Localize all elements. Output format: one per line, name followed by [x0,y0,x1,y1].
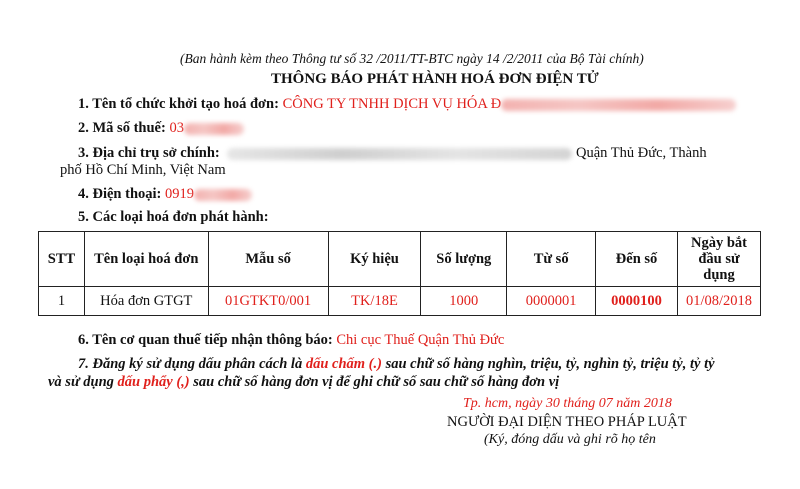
separator-comma: dấu phẩy (,) [117,374,190,390]
org-row [78,96,736,113]
address-tail: Quận Thủ Đức, Thành [576,145,707,161]
types-label: 5. Các loại hoá đơn phát hành: [78,209,269,225]
cell-stt: 1 [39,287,85,316]
document-title: THÔNG BÁO PHÁT HÀNH HOÁ ĐƠN ĐIỆN TỬ [271,71,599,87]
tax-value: 03 [169,120,184,136]
signature-title: NGƯỜI ĐẠI DIỆN THEO PHÁP LUẬT [447,414,687,430]
cell-symbol: TK/18E [328,287,421,316]
table-row [39,287,761,316]
separator-row-2 [48,374,559,391]
table-header-row [39,232,761,287]
cell-to: 0000100 [596,287,678,316]
address-line2: phố Hồ Chí Minh, Việt Nam [60,162,226,178]
col-start-line3: dụng [703,267,735,283]
address-row [78,145,707,162]
col-start-line2: đầu sử [698,251,740,267]
col-start [677,232,760,287]
tax-row [78,120,244,137]
col-to: Đến số [596,232,678,287]
tax-label: 2. Mã số thuế: [78,120,166,136]
tax-office-value: Chi cục Thuế Quận Thủ Đức [336,332,505,348]
col-qty: Số lượng [421,232,507,287]
org-label: 1. Tên tổ chức khởi tạo hoá đơn: [78,96,279,112]
col-from: Từ số [507,232,596,287]
cell-form: 01GTKT0/001 [208,287,328,316]
cell-from: 0000001 [507,287,596,316]
col-name: Tên loại hoá đơn [84,232,208,287]
invoice-table [38,231,761,316]
col-form: Mẫu số [208,232,328,287]
separator-dot: dấu chấm (.) [305,356,382,372]
cell-qty: 1000 [421,287,507,316]
separator-text-3: và sử dụng [48,374,114,390]
separator-row-1 [78,356,715,373]
col-start-line1: Ngày bắt [690,235,747,251]
cell-start: 01/08/2018 [677,287,760,316]
redacted-phone [194,189,252,201]
redacted-address [227,148,572,160]
cell-name: Hóa đơn GTGT [84,287,208,316]
signature-note: (Ký, đóng dấu và ghi rõ họ tên [484,432,656,447]
col-stt: STT [39,232,85,287]
address-label: 3. Địa chỉ trụ sở chính: [78,145,220,161]
phone-value: 0919 [165,186,194,202]
signature-date: Tp. hcm, ngày 30 tháng 07 năm 2018 [463,396,672,411]
issued-note: (Ban hành kèm theo Thông tư số 32 /2011/TT-BTC ngày 14 /2/2011 của Bộ Tài chính) [180,51,644,66]
separator-text-4: sau chữ số hàng đơn vị để ghi chữ số sau chữ số hàng đơn vị [193,374,560,390]
tax-office-label: 6. Tên cơ quan thuế tiếp nhận thông báo: [78,332,333,348]
phone-row [78,186,252,203]
separator-text-2: sau chữ số hàng nghìn, triệu, tỷ, nghìn tỷ, triệu tỷ, tỷ tỷ [385,356,715,372]
tax-office-row [78,332,504,349]
phone-label: 4. Điện thoại: [78,186,162,202]
col-symbol: Ký hiệu [328,232,421,287]
org-value: CÔNG TY TNHH DỊCH VỤ HÓA Đ [282,96,502,112]
redacted-tax-code [184,123,244,135]
redacted-org-name [501,99,736,111]
separator-text-1: 7. Đăng ký sử dụng dấu phân cách là [78,356,303,372]
